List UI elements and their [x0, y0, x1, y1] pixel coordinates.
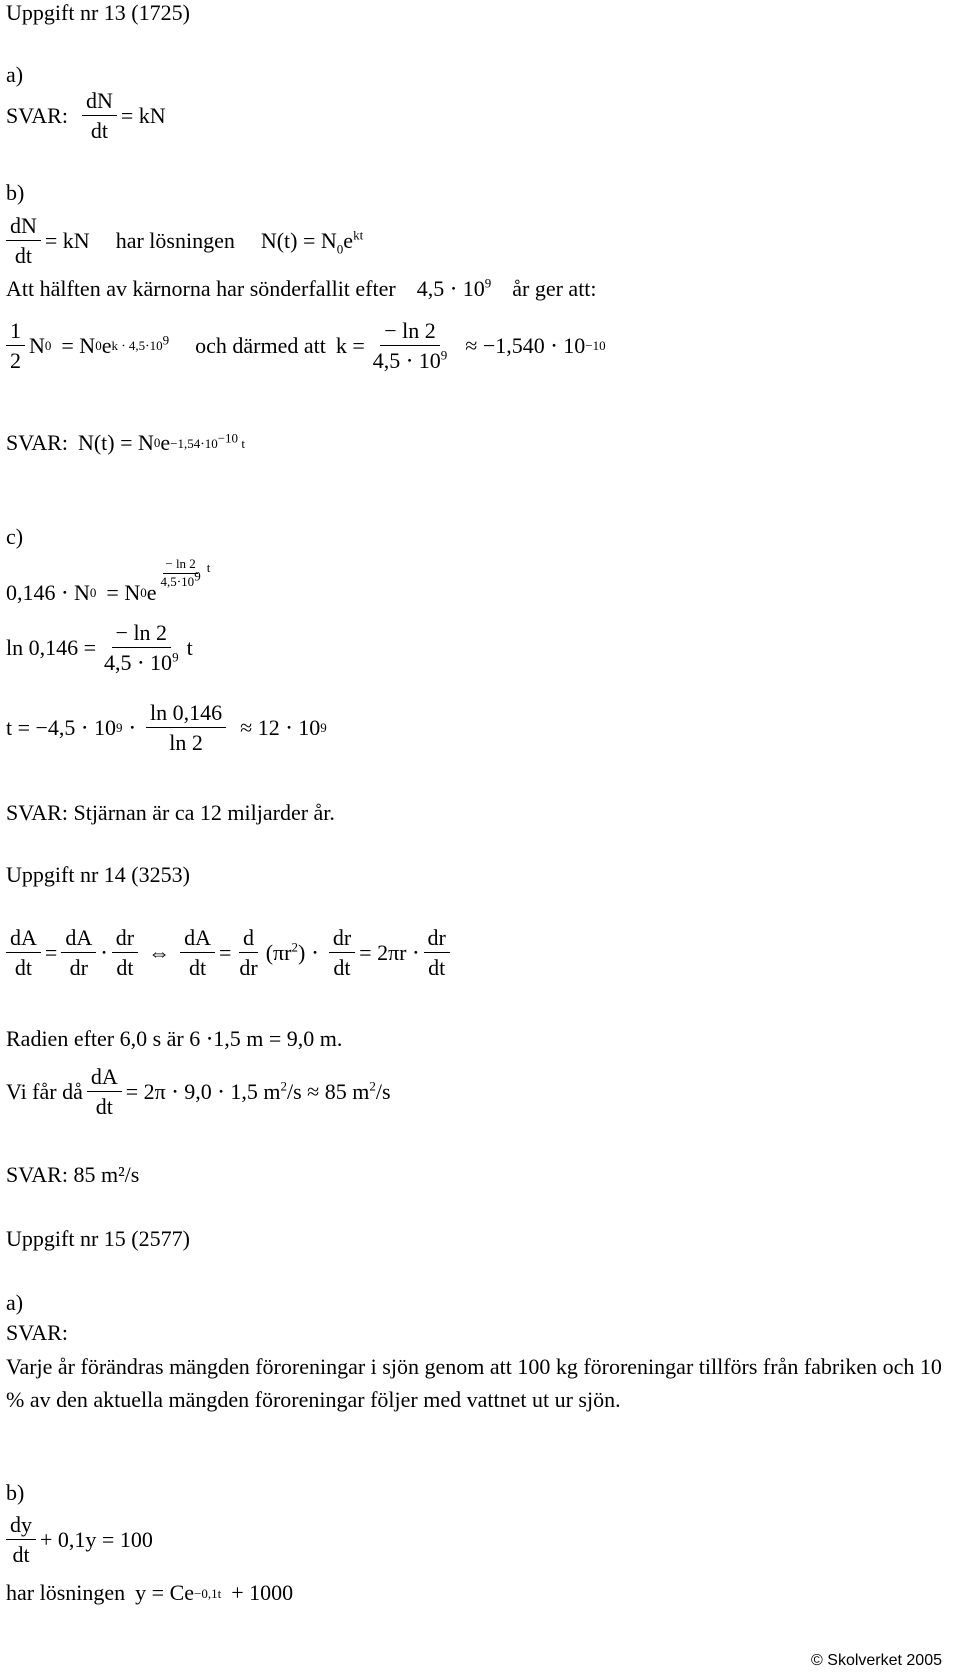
fraction-denominator: dt [14, 243, 32, 269]
fraction-dr-dt-2: $\frac{dr}{dt}$ [329, 925, 355, 981]
task15-solution: har lösningen y = Ce −0,1t + 1000 [6, 1580, 294, 1605]
svar-label: SVAR: [6, 430, 68, 455]
fraction-dA-dr: $\frac{dA}{dr}$ [61, 925, 96, 981]
task13-c-answer: SVAR: Stjärnan är ca 12 miljarder år. [6, 800, 335, 825]
exponent: $k \cdot 4,5\cdot 10^9$ [111, 332, 170, 354]
svar-label: SVAR: [6, 800, 68, 825]
fraction-dA-dt-2: $\frac{dA}{dt}$ [180, 925, 215, 981]
task15-svar-label: SVAR: [6, 1320, 68, 1345]
fraction-numerator: dN [6, 213, 41, 241]
task13-half-equation: $\frac{1}{2}$ N 0 = N 0 e $k \cdot 4,5\cdot 10^9$ och därmed att k = $\frac{- \ln 2}{4,5 \cdot 10^9}$ ≈ −1,540 ⋅ 10 −10 [6, 318, 606, 374]
connector-text: och därmed att [195, 332, 326, 358]
fraction-dA-dt-3: $\frac{dA}{dt}$ [87, 1064, 122, 1120]
svar-label: SVAR: [6, 102, 68, 128]
task15-a-label: a) [6, 1290, 24, 1315]
fraction-dA-dt: $\frac{dA}{dt}$ [6, 925, 41, 981]
task15-diff-equation: $\frac{dy}{dt}$ + 0,1y = 100 [6, 1512, 153, 1568]
solution-formula: $N(t) = N_0e^{kt}$ [260, 227, 364, 257]
task13-a-answer [6, 88, 166, 144]
task15-b-label: b) [6, 1480, 25, 1505]
task14-chain-rule: $\frac{dA}{dt}$ = $\frac{dA}{dr}$ ⋅ $\frac{dr}{dt}$ ⇔ $\frac{dA}{dt}$ = $\frac{d}{dr}$ $(\pi r^2)$ ⋅ $\frac{dr}{dt}$ = 2πr ⋅ $\frac{dr}{dt}$ [6, 925, 454, 981]
fraction-one-half: $\frac{1}{2}$ [6, 318, 25, 374]
fraction-denominator: dt [90, 118, 108, 144]
task13-heading: Uppgift nr 13 (1725) [6, 0, 190, 25]
fraction-dy-dt: $\frac{dy}{dt}$ [6, 1512, 36, 1568]
fraction-dr-dt-3: $\frac{dr}{dt}$ [424, 925, 450, 981]
task13-b-answer: SVAR: N(t) = N 0 e $-1,54\cdot 10^{-10}$ t [6, 430, 245, 455]
fraction-dN-dt [6, 213, 41, 269]
task15-paragraph: Varje år förändras mängden föroreningar i sjön genom att 100 kg föroreningar tillförs från fabriken och 10 % av den aktuella mängden föroreningar följer med vattnet ut ur sjön. [6, 1354, 942, 1412]
copyright-footer: © Skolverket 2005 [811, 1652, 942, 1669]
task13-half-text: Att hälften av kärnorna har sönderfallit efter $4,5 \cdot 10^9$ år ger att: [6, 275, 597, 301]
task14-heading: Uppgift nr 14 (3253) [6, 862, 190, 887]
fraction-ln-ratio: $\frac{\ln 0,146}{\ln 2}$ [146, 700, 226, 756]
fraction-k: $\frac{- \ln 2}{4,5 \cdot 10^9}$ [372, 318, 448, 374]
task13-b-label: b) [6, 180, 25, 205]
task13-c-eq1: 0,146 ⋅ N 0 = N 0 e $\frac{- \ln 2}{4,5\cdot 10^9}$ t [6, 556, 211, 605]
task14-answer: SVAR: 85 m²/s [6, 1162, 140, 1187]
fraction-dr-dt: $\frac{dr}{dt}$ [112, 925, 138, 981]
task14-radius-text: Radien efter 6,0 s är 6 ⋅1,5 m = 9,0 m. [6, 1026, 343, 1051]
exponent-fraction: $\frac{- \ln 2}{4,5\cdot 10^9}$ [160, 556, 201, 589]
task13-c-eq2: ln 0,146 = $\frac{- \ln 2}{4,5 \cdot 10^9}$ t [6, 620, 193, 676]
solution-text: har lösningen [115, 227, 235, 253]
exponent: $-1,54\cdot 10^{-10}$ t [170, 430, 245, 451]
fraction-ln2: $\frac{- \ln 2}{4,5 \cdot 10^9}$ [104, 620, 179, 676]
equation-mid: = kN [44, 227, 90, 253]
task14-rate-equation: Vi får då $\frac{dA}{dt}$ = 2π ⋅ 9,0 ⋅ 1,5 $m^2/s \approx 85$ $m^2/s$ [6, 1064, 391, 1120]
task13-a-label: a) [6, 62, 24, 87]
task13-b-equation [6, 213, 363, 269]
task13-c-label: c) [6, 524, 24, 549]
equation-rhs: = kN [120, 102, 166, 128]
fraction-numerator: dN [82, 88, 117, 116]
fraction-d-dr: $\frac{d}{dr}$ [239, 925, 258, 981]
exponent: −0,1t [194, 1585, 222, 1601]
task15-heading: Uppgift nr 15 (2577) [6, 1226, 190, 1251]
task13-c-eq3: t = −4,5 ⋅ 10 9 ⋅ $\frac{\ln 0,146}{\ln 2}$ ≈ 12 ⋅ 10 9 [6, 700, 327, 756]
fraction-dN-dt [82, 88, 117, 144]
